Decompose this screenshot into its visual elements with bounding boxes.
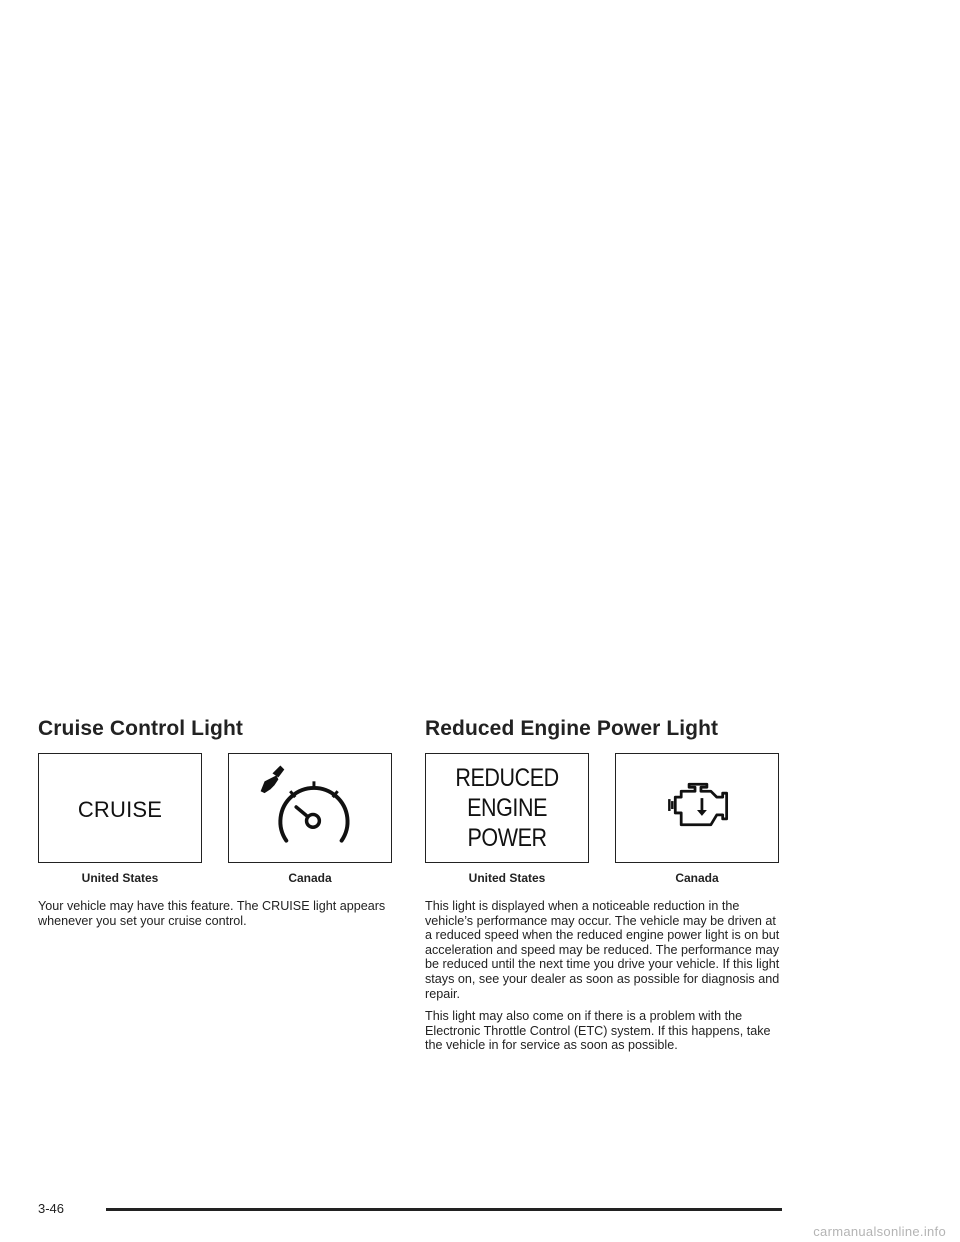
reduced-engine-power-heading: Reduced Engine Power Light (425, 717, 719, 740)
page-number: 3-46 (38, 1201, 65, 1216)
cruise-figures (38, 753, 398, 899)
reduced-us-symbol (425, 753, 589, 863)
engine-icon (616, 753, 778, 863)
footer-rule (106, 1208, 782, 1211)
reduced-canada-caption: Canada (675, 871, 719, 885)
reduced-us-caption: United States (468, 871, 546, 885)
cruise-canada-symbol (228, 753, 392, 863)
cruise-control-section (38, 716, 398, 936)
reduced-figures (425, 753, 785, 899)
reduced-canada-symbol (615, 753, 779, 863)
cruise-us-caption: United States (81, 871, 159, 885)
reduced-us-line-2: ENGINE (467, 794, 547, 822)
reduced-us-line-3: POWER (467, 824, 547, 852)
watermark: carmanualsonline.info (813, 1224, 946, 1239)
cruise-us-symbol-text: CRUISE (77, 797, 163, 822)
cruise-us-symbol (38, 753, 202, 863)
cruise-canada-caption: Canada (288, 871, 332, 885)
reduced-engine-power-section (425, 716, 785, 1061)
reduced-us-line-1: REDUCED (455, 764, 559, 792)
reduced-us-symbol-text (455, 763, 558, 853)
reduced-paragraph-2: This light may also come on if there is a problem with the Electronic Throttle Control (ETC) system. If this happens, take the vehicle in for service as soon as possible. (425, 1009, 771, 1053)
speedometer-icon (229, 753, 391, 863)
reduced-paragraph-1: This light is displayed when a noticeable reduction in the vehicle’s performance may occur. The vehicle may be driven at a reduced speed when the reduced engine power light is on but acceleration and speed may be reduced. The performance may be reduced until the next time you drive your vehicle. If this light stays on, see your dealer as soon as possible for diagnosis and repair. (425, 899, 780, 1001)
cruise-control-heading: Cruise Control Light (38, 717, 243, 740)
cruise-paragraph-1: Your vehicle may have this feature. The CRUISE light appears whenever you set your cruise control. (38, 899, 386, 928)
